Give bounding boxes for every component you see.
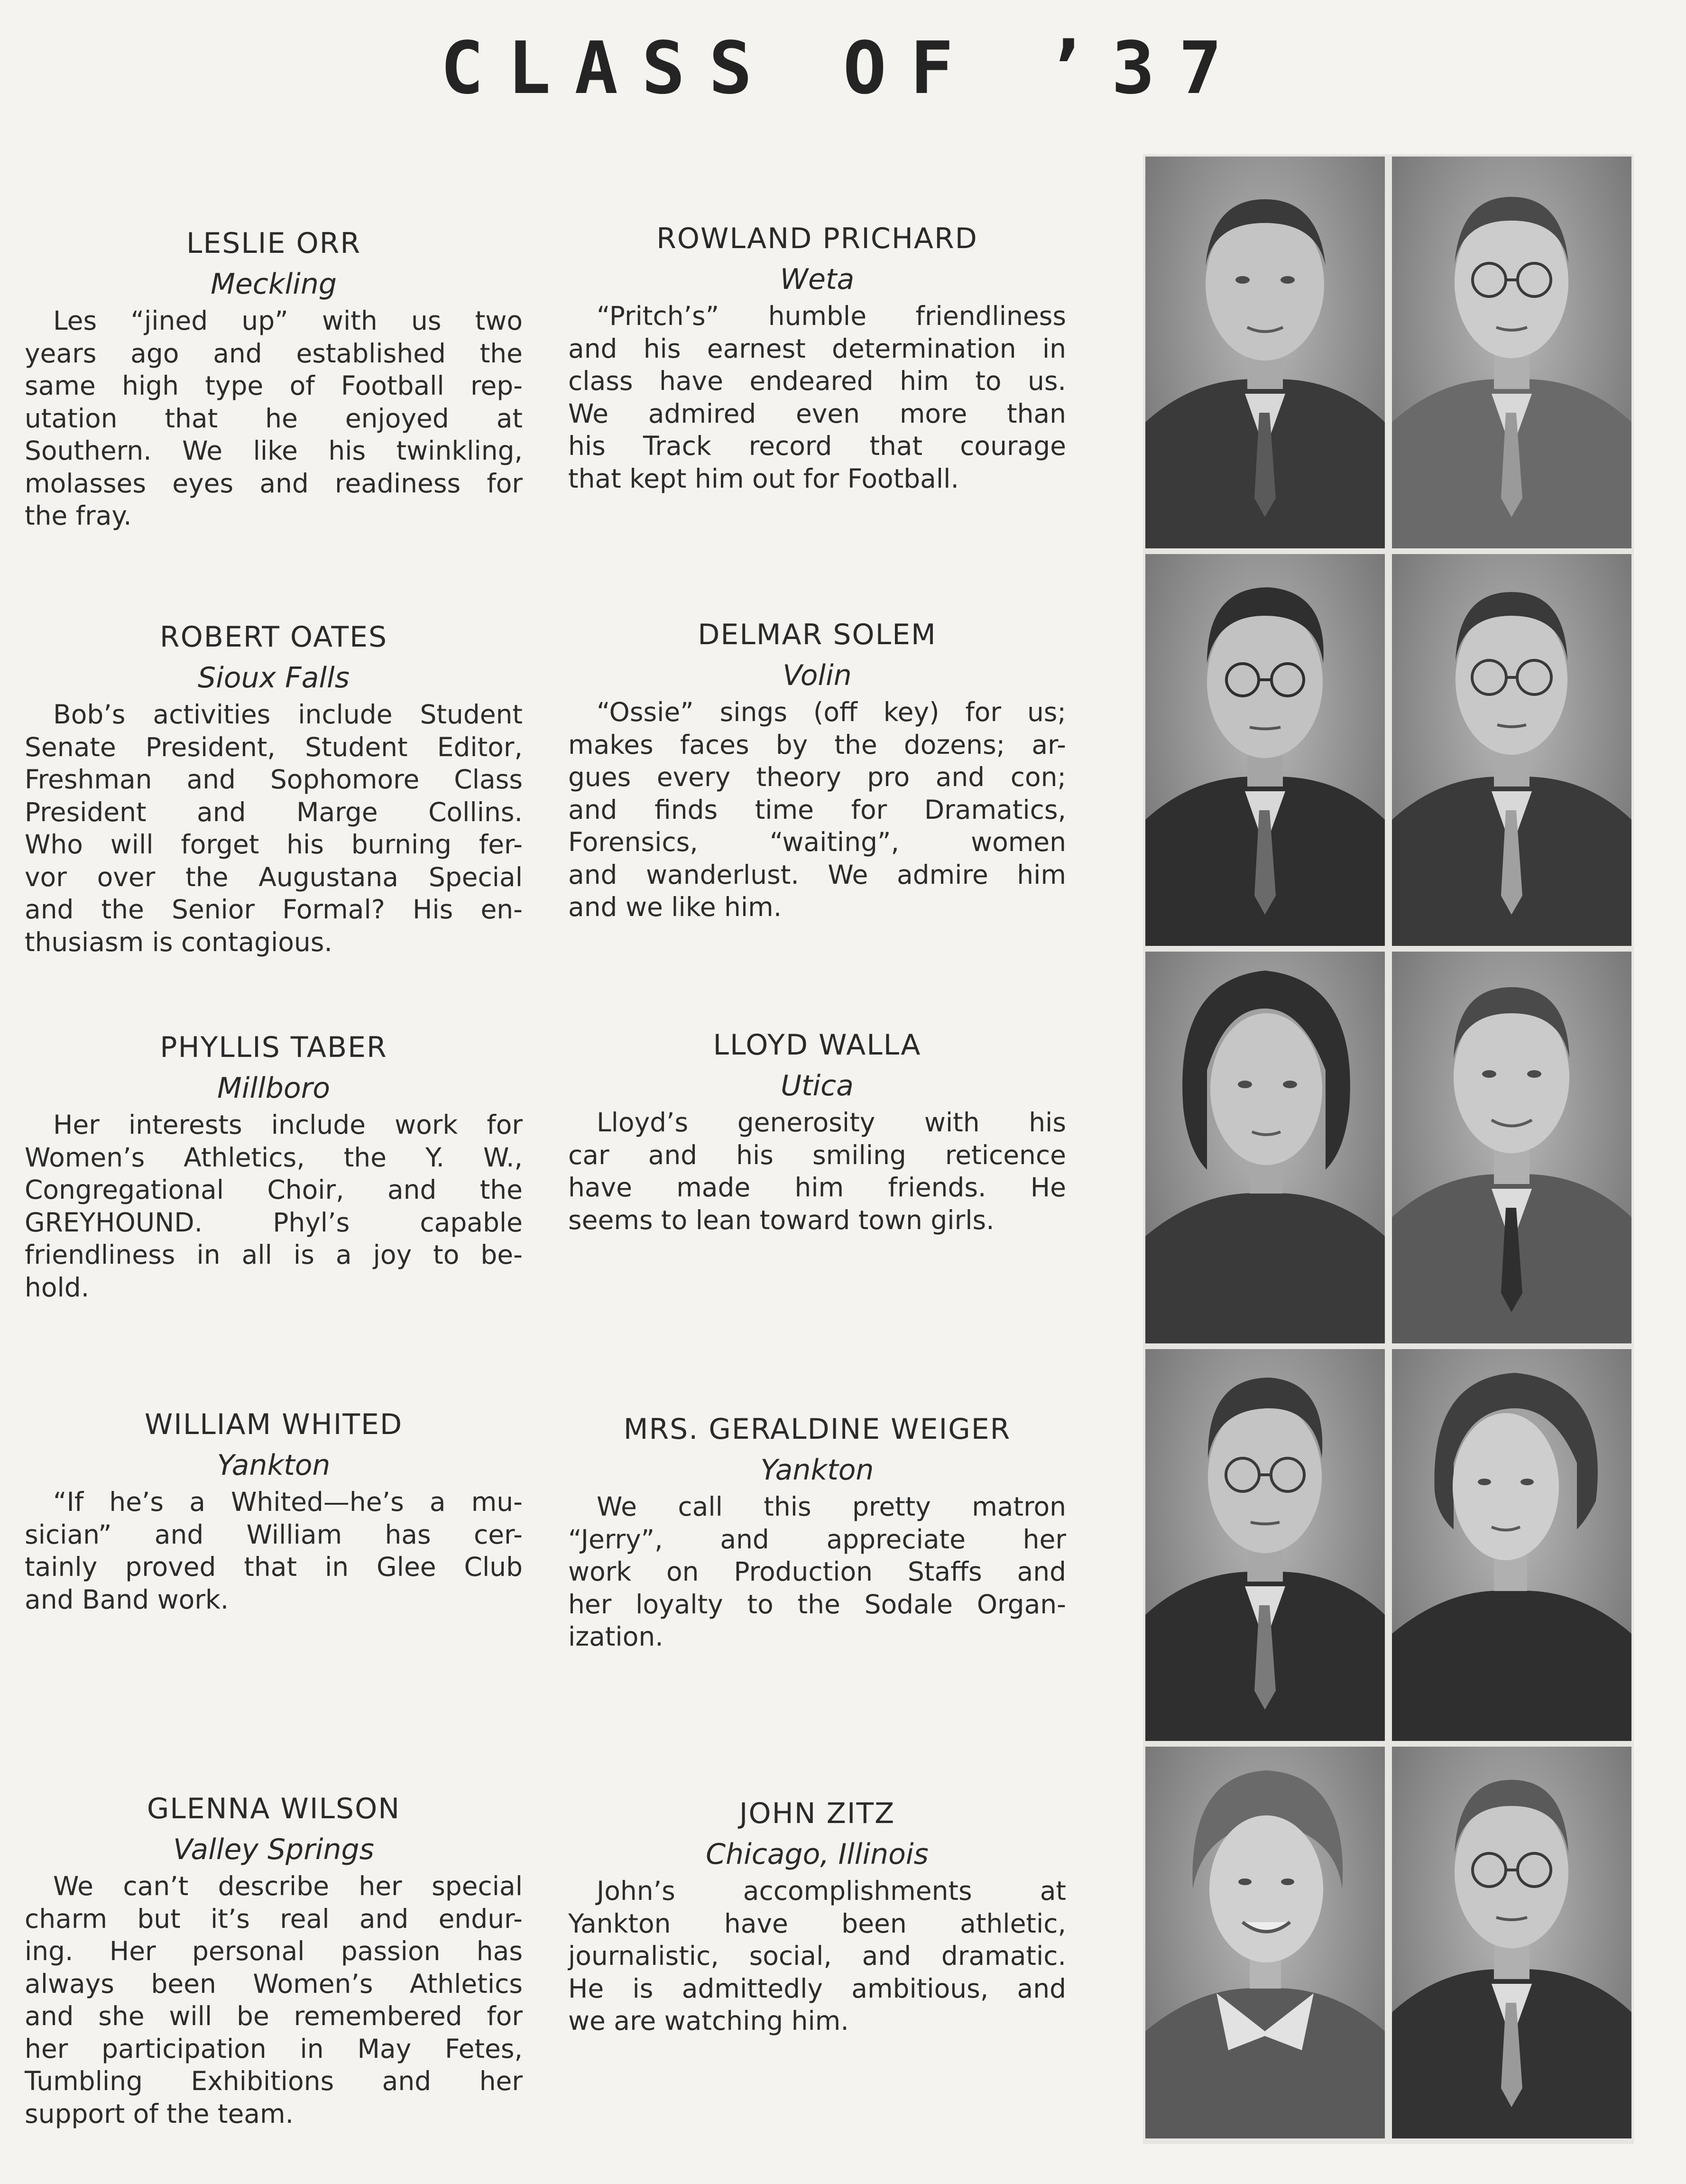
student-hometown: Millboro	[217, 1072, 330, 1105]
bio-line: ization.	[568, 1621, 663, 1652]
student-hometown: Yankton	[760, 1453, 874, 1487]
student-hometown: Utica	[781, 1069, 854, 1102]
bio-line: and we like him.	[568, 892, 782, 922]
bio-line: Congregational Choir, and the	[25, 1175, 523, 1205]
bio-line: and Band work.	[25, 1584, 229, 1615]
student-name: DELMAR SOLEM	[698, 618, 937, 651]
bio-line: journalistic, social, and dramatic.	[568, 1941, 1066, 1971]
student-bio	[25, 698, 523, 958]
bio-line: and finds time for Dramatics,	[568, 794, 1066, 825]
bio-line: Women’s Athletics, the Y. W.,	[25, 1142, 523, 1173]
bio-line: and the Senior Formal? His en-	[25, 894, 523, 925]
bio-line: GREYHOUND. Phyl’s capable	[25, 1207, 523, 1238]
student-bio	[25, 1486, 523, 1616]
bio-line: that kept him out for Football.	[568, 463, 959, 494]
bio-line: Who will forget his burning fer-	[25, 829, 523, 860]
bio-line: Les “jined up” with us two	[53, 305, 523, 336]
bio-line: “If he’s a Whited—he’s a mu-	[53, 1487, 523, 1517]
student-bio	[568, 1490, 1066, 1653]
bio-line: the fray.	[25, 500, 132, 531]
page-title: CLASS OF ’37	[440, 26, 1246, 110]
student-name: JOHN ZITZ	[739, 1797, 895, 1830]
bio-line: President and Marge Collins.	[25, 796, 523, 827]
portrait-photo-john-zitz	[1392, 1747, 1631, 2138]
bio-leslie-orr	[25, 223, 523, 532]
student-hometown: Meckling	[211, 268, 337, 301]
bio-line: “Pritch’s” humble friendliness	[597, 301, 1066, 331]
bio-line: Senate President, Student Editor,	[25, 731, 523, 762]
portrait-photo-delmar-solem	[1392, 554, 1631, 946]
student-name: MRS. GERALDINE WEIGER	[623, 1413, 1011, 1446]
bio-delmar-solem	[568, 614, 1066, 924]
student-name: GLENNA WILSON	[147, 1792, 401, 1825]
student-hometown: Weta	[780, 263, 855, 296]
bio-line: work on Production Staffs and	[568, 1556, 1066, 1587]
student-name: PHYLLIS TABER	[160, 1031, 387, 1064]
bio-line: his Track record that courage	[568, 431, 1066, 461]
bio-line: We call this pretty matron	[597, 1491, 1066, 1522]
bio-line: have made him friends. He	[568, 1172, 1066, 1203]
bio-line: Tumbling Exhibitions and her	[25, 2066, 523, 2096]
bio-line: thusiasm is contagious.	[25, 926, 332, 957]
bio-glenna-wilson	[25, 1788, 523, 2130]
student-hometown: Valley Springs	[173, 1833, 374, 1866]
portrait-photo-leslie-orr	[1145, 157, 1385, 548]
portrait-photo-robert-oates	[1145, 554, 1385, 946]
bio-line: “Jerry”, and appreciate her	[568, 1524, 1066, 1555]
bio-line: and wanderlust. We admire him	[568, 859, 1066, 890]
student-bio	[568, 1106, 1066, 1236]
bio-line: same high type of Football rep-	[25, 370, 523, 401]
bio-william-whited	[25, 1404, 523, 1616]
bio-line: Southern. We like his twinkling,	[25, 435, 523, 466]
bio-line: class have endeared him to us.	[568, 366, 1066, 396]
student-bio	[568, 1875, 1066, 2037]
student-hometown: Yankton	[217, 1449, 331, 1482]
bio-line: and his earnest determination in	[568, 333, 1066, 364]
bio-line: her loyalty to the Sodale Organ-	[568, 1589, 1066, 1619]
portrait-photo-william-whited	[1145, 1349, 1385, 1741]
bio-line: We admired even more than	[568, 398, 1066, 429]
bio-line: John’s accomplishments at	[597, 1876, 1066, 1906]
bio-robert-oates	[25, 617, 523, 958]
bio-line: molasses eyes and readiness for	[25, 468, 523, 499]
portrait-photo-rowland-prichard	[1392, 157, 1631, 548]
bio-line: He is admittedly ambitious, and	[568, 1973, 1066, 2004]
student-hometown: Sioux Falls	[198, 661, 350, 694]
student-name: LESLIE ORR	[186, 227, 361, 260]
portrait-grid	[1143, 154, 1634, 2144]
bio-lloyd-walla	[568, 1025, 1066, 1236]
bio-line: seems to lean toward town girls.	[568, 1204, 995, 1235]
bio-line: Her interests include work for	[53, 1110, 523, 1140]
bio-line: Bob’s activities include Student	[53, 699, 523, 730]
bio-line: ing. Her personal passion has	[25, 1936, 523, 1966]
bio-line: hold.	[25, 1272, 90, 1303]
bio-geraldine-weiger	[568, 1409, 1066, 1653]
bio-phyllis-taber	[25, 1027, 523, 1304]
student-bio	[568, 300, 1066, 495]
bio-line: vor over the Augustana Special	[25, 861, 523, 892]
student-bio	[25, 1870, 523, 2130]
bio-line: car and his smiling reticence	[568, 1139, 1066, 1170]
bio-line: and she will be remembered for	[25, 2001, 523, 2031]
bio-line: friendliness in all is a joy to be-	[25, 1240, 523, 1270]
bio-line: support of the team.	[25, 2098, 294, 2129]
portrait-photo-lloyd-walla	[1392, 952, 1631, 1343]
bio-line: Yankton have been athletic,	[568, 1908, 1066, 1939]
bio-line: gues every theory pro and con;	[568, 762, 1066, 792]
student-bio	[25, 305, 523, 532]
portrait-photo-phyllis-taber	[1145, 952, 1385, 1343]
bio-john-zitz	[568, 1793, 1066, 2037]
bio-line: makes faces by the dozens; ar-	[568, 729, 1066, 760]
portrait-photo-geraldine-weiger	[1392, 1349, 1631, 1741]
bio-line: utation that he enjoyed at	[25, 403, 523, 434]
student-name: ROBERT OATES	[159, 620, 388, 654]
student-bio	[568, 696, 1066, 924]
bio-line: Lloyd’s generosity with his	[597, 1107, 1066, 1138]
student-hometown: Volin	[783, 659, 852, 692]
student-name: WILLIAM WHITED	[144, 1408, 403, 1441]
bio-line: we are watching him.	[568, 2006, 849, 2036]
student-hometown: Chicago, Illinois	[706, 1838, 929, 1871]
bio-line: We can’t describe her special	[53, 1871, 523, 1901]
student-bio	[25, 1109, 523, 1304]
bio-line: years ago and established the	[25, 338, 523, 369]
bio-line: Forensics, “waiting”, women	[568, 827, 1066, 857]
bio-line: tainly proved that in Glee Club	[25, 1552, 523, 1582]
bio-rowland-prichard	[568, 218, 1066, 495]
bio-line: sician” and William has cer-	[25, 1519, 523, 1550]
bio-line: charm but it’s real and endur-	[25, 1903, 523, 1934]
bio-line: her participation in May Fetes,	[25, 2033, 523, 2064]
student-name: LLOYD WALLA	[713, 1028, 921, 1062]
bio-line: always been Women’s Athletics	[25, 1968, 523, 1999]
bio-line: “Ossie” sings (off key) for us;	[597, 697, 1066, 727]
bio-line: Freshman and Sophomore Class	[25, 764, 523, 795]
student-name: ROWLAND PRICHARD	[656, 222, 978, 255]
portrait-photo-glenna-wilson	[1145, 1747, 1385, 2138]
